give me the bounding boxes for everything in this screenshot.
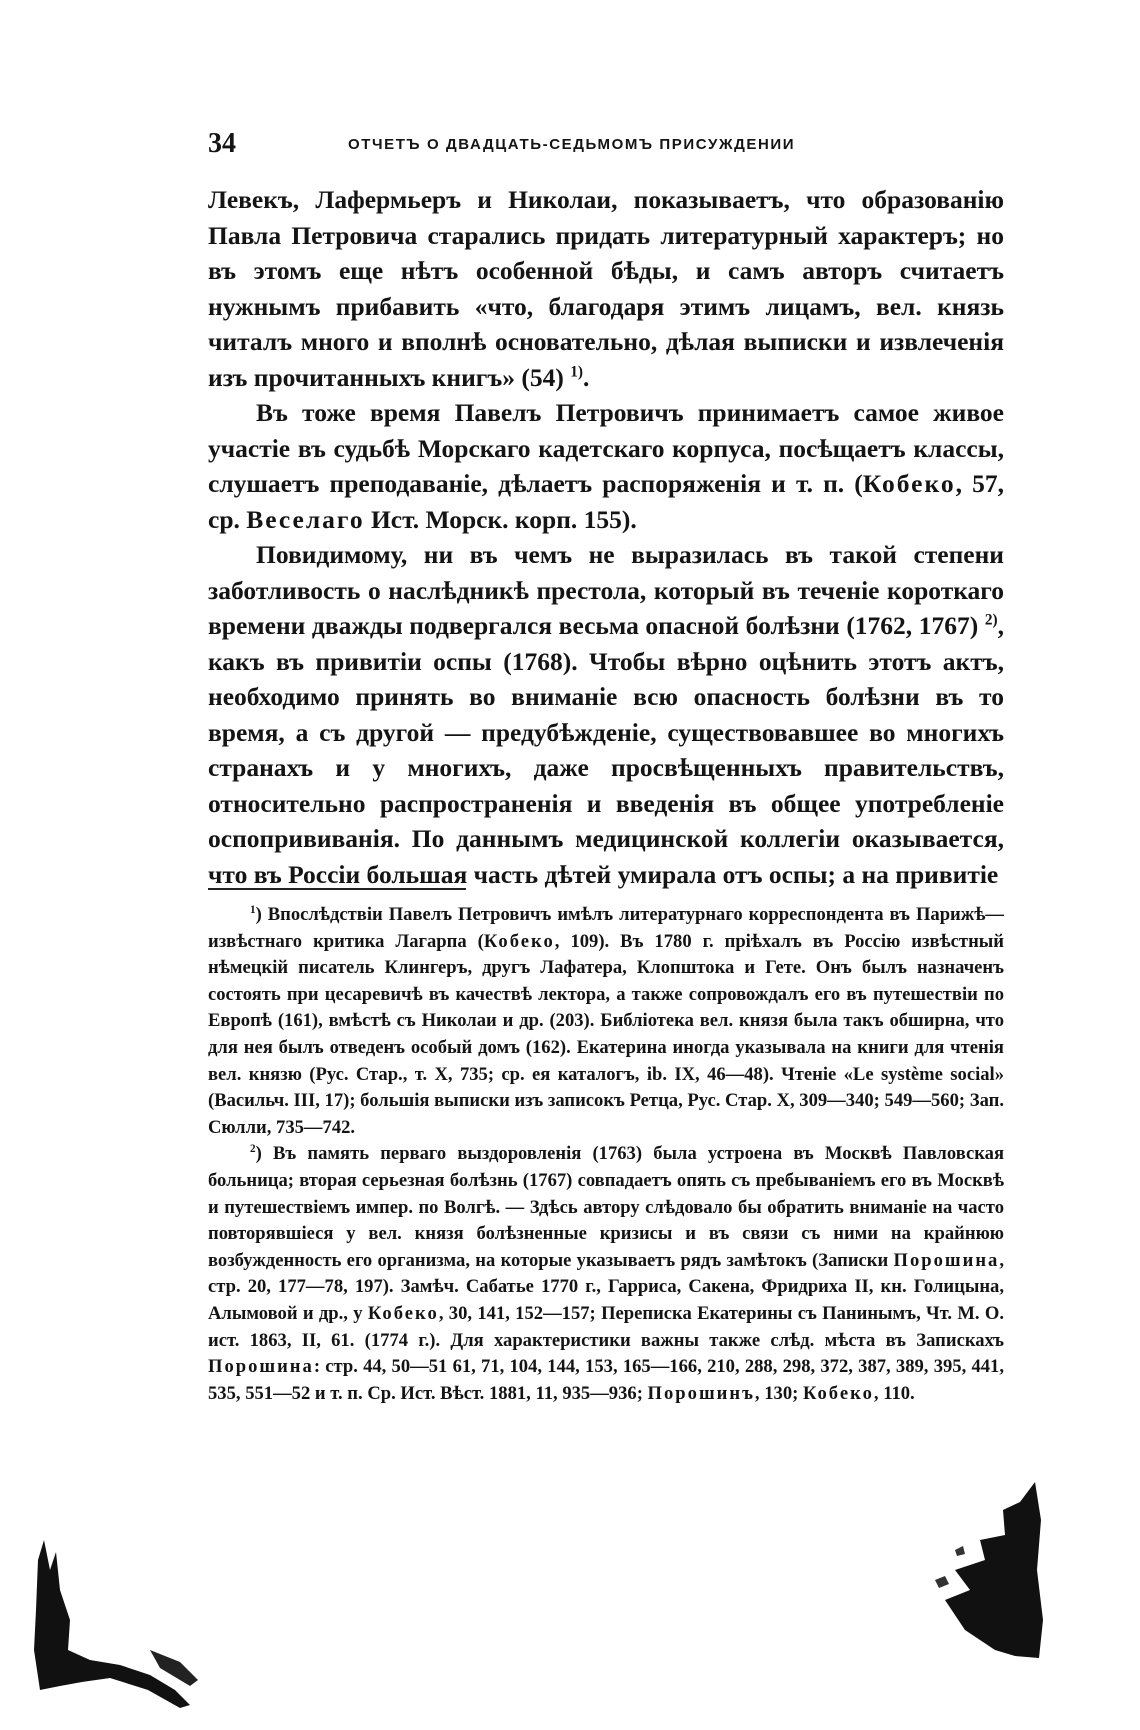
footnote-2-text-d: : стр. 44, 50—51 61, 71, 104, 144, 153, 165—166, 210, 288, 298, 372, 387, 389, 395, 441, 535, 551—52 и т. п. Ср. Ист. Вѣст. 1881, 11, 935—936; — [208, 1356, 1004, 1404]
author-veselago: Веселаго — [246, 504, 365, 534]
footnote-2-author-kobeko: Кобеко — [367, 1302, 439, 1324]
footnote-ref-2: 2 — [984, 611, 993, 629]
footnotes — [208, 902, 1004, 1407]
paragraph-1: Левекъ, Лафермьеръ и Николаи, показываетъ, что образованію Павла Петровича старались придать литературный характеръ; но въ этомъ еще нѣтъ особенной бѣды, и самъ авторъ считаетъ нужнымъ прибавить «что, благодаря этимъ лицамъ, вел. князь читалъ много и вполнѣ основательно, дѣлая выписки и извлеченія изъ прочитанныхъ книгъ» (54) $^{1)}$. — [208, 185, 1004, 392]
paragraph-2-text-b: , 57, ср. — [208, 469, 1004, 534]
page-header — [208, 128, 1004, 162]
footnote-1 — [208, 902, 1004, 1141]
footnote-2-author-poroshina: Порошина — [893, 1249, 1000, 1271]
footnote-2-text-a: ) Въ память перваго выздоровленія (1763) была устроена въ Москвѣ Павловская больница; вторая серьезная болѣзнь (1767) совпадаетъ опять съ пребываніемъ его въ Москвѣ и путешествіемъ импер. по Волгѣ. — Здѣсь автору слѣдовало бы обратить вниманіе на часто повторявшіеся у вел. князя болѣзненные кризисы и въ связи съ ними на крайнюю возбужденность его организма, на которые указываетъ рядъ замѣтокъ (Записки — [208, 1143, 1004, 1271]
page-number: 34 — [208, 128, 236, 159]
footnote-2-text-b: , стр. 20, 177—78, 197). Замѣч. Сабатье 1770 г., Гарриса, Сакена, Фридриха II, кн. Голицына, Алымовой и др., у — [208, 1249, 1004, 1324]
scan-artifact-right — [925, 1480, 1045, 1660]
footnote-2 — [208, 1141, 1004, 1407]
scan-artifact-left — [30, 1500, 200, 1710]
paragraph-2 — [208, 395, 1004, 537]
footnote-2-author-poroshin: Порошинъ — [647, 1382, 755, 1404]
paragraph-2-text-c: Ист. Морск. корп. 155). — [364, 504, 637, 534]
footnote-2-text-f: , 110. — [873, 1382, 915, 1404]
footnote-ref-1: 1 — [570, 363, 578, 380]
paragraph-1-end: . — [582, 362, 590, 392]
paragraph-3: Повидимому, ни въ чемъ не выразилась въ такой степени заботливость о наслѣдникѣ престола, который въ теченіе короткаго времени дважды подвергался весьма опасной болѣзни (1762, 1767) $^{2)}$, какъ въ привитіи оспы (1768). Чтобы вѣрно оцѣнить этотъ актъ, необходимо принять во вниманіе всю опасность болѣзни въ то время, а съ другой — предубѣжденіе, существовавшее во многихъ странахъ и у многихъ, даже просвѣщенныхъ правительствъ, относительно распространенія и введенія въ общее употребленіе оспопрививанія. По даннымъ медицинской коллегіи оказывается, что въ Россіи большая часть дѣтей умирала отъ оспы; а на привитіе — [208, 540, 1004, 889]
footnote-1-author: Кобеко — [483, 930, 555, 952]
running-title: ОТЧЕТЪ О ДВАДЦАТЬ-СЕДЬМОМЪ ПРИСУЖДЕНИИ — [348, 136, 796, 153]
footnote-2-mark: 2 — [250, 1143, 256, 1156]
paragraph-3-text-b: , какъ въ привитіи оспы (1768). Чтобы вѣрно оцѣнить этотъ актъ, необходимо принять во вниманіе всю опасность болѣзни въ то время, а съ другой — предубѣжденіе, существовавшее во многихъ странахъ и у многихъ, даже просвѣщенныхъ правительствъ, относительно распространенія и введенія въ общее употребленіе оспопрививанія. По даннымъ медицинской коллегіи оказывается, что въ Россіи большая часть дѣтей умирала отъ оспы; а на привитіе — [208, 611, 1004, 889]
footnote-2-author-kobeko-2: Кобеко — [802, 1382, 874, 1404]
footnote-divider — [208, 888, 466, 890]
paragraph-2-text-a: Въ тоже время Павелъ Петровичъ принимаетъ самое живое участіе въ судьбѣ Морскаго кадетскаго корпуса, посѣщаетъ классы, слушаетъ преподаваніе, дѣлаетъ распоряженія и т. п. ( — [208, 398, 1004, 498]
paragraph-3-text-a: Повидимому, ни въ чемъ не выразилась въ такой степени заботливость о наслѣдникѣ престола, который въ теченіе короткаго времени дважды подвергался весьма опасной болѣзни (1762, 1767) — [208, 540, 1004, 640]
footnote-1-mark: 1 — [250, 903, 256, 916]
author-kobeko: Кобеко — [862, 469, 956, 498]
footnote-1-text-a: ) Впослѣдствіи Павелъ Петровичъ имѣлъ литературнаго корреспондента въ Парижѣ—извѣстнаго критика Лагарпа ( — [208, 904, 1004, 952]
footnote-2-text-e: , 130; — [754, 1382, 803, 1404]
footnote-2-author-poroshina-2: Порошина — [208, 1356, 314, 1378]
footnote-1-text-b: , 109). Въ 1780 г. пріѣхалъ въ Россію извѣстный нѣмецкій писатель Клингеръ, другъ Лафатера, Клопштока и Гете. Онъ былъ назначенъ состоять при цесаревичѣ въ качествѣ лектора, а также сопровождалъ его въ путешествіи по Европѣ (161), вмѣстѣ съ Николаи и др. (203). Библіотека вел. князя была такъ обширна, что для нея былъ отведенъ особый домъ (162). Екатерина иногда указывала на книги для чтенія вел. князю (Рус. Стар., т. X, 735; ср. ея каталогъ, ib. IX, 46—48). Чтеніе «Le système social» (Васильч. III, 17); большія выписки изъ записокъ Ретца, Рус. Стар. X, 309—340; 549—560; Зап. Сюлли, 735—742. — [208, 930, 1005, 1138]
footnote-2-text-c: , 30, 141, 152—157; Переписка Екатерины съ Панинымъ, Чт. М. О. ист. 1863, II, 61. (1774 г.). Для характеристики важны также слѣд. мѣста въ Запискахъ — [208, 1302, 1004, 1351]
paragraph-1-text: Левекъ, Лафермьеръ и Николаи, показываетъ, что образованію Павла Петровича старались придать литературный характеръ; но въ этомъ еще нѣтъ особенной бѣды, и самъ авторъ считаетъ нужнымъ прибавить «что, благодаря этимъ лицамъ, вел. князь читалъ много и вполнѣ основательно, дѣлая выписки и извлеченія изъ прочитанныхъ книгъ» (54) — [208, 185, 1004, 392]
main-text — [208, 182, 1004, 892]
